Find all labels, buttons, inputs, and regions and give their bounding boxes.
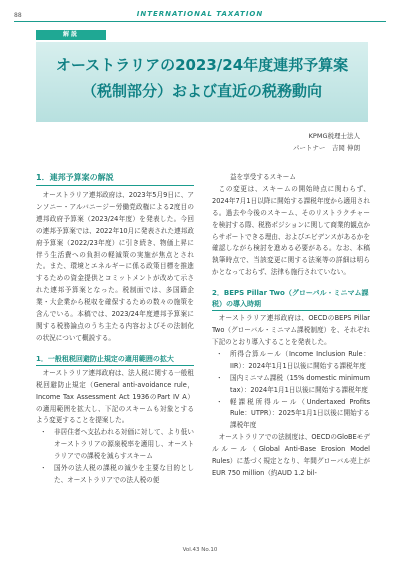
author-organization: KPMG税理士法人 <box>308 132 360 140</box>
bullet-continuation: 益を享受するスキーム <box>230 173 296 181</box>
section-2-intro: オーストラリア連邦政府は、OECDのBEPS Pillar Two（グローバル・ミニマム課税制度）を、それぞれ下記のとおり導入することを発表した。 <box>212 314 370 346</box>
header-rule <box>14 21 386 22</box>
list-item: ・ 所得合算ルール（Income Inclusion Rule：IIR）：2024年1月1日以後に開始する課税年度 <box>212 349 370 373</box>
right-column <box>212 172 370 480</box>
section-1-intro: オーストラリア連邦政府は、2023年5月9日に、アンソニー・アルバニージー労働党政権による2度目の連邦政府予算案（2023/24年度）を発表した。今回の連邦予算案では、2022年10月に発表された連邦政府予算案（2022/23年度）に引き続き、物価上昇に伴う生活費への負担の軽減策の実施が焦点とされた。また、環境とエネルギーに係る政策目標を推進するための資金提供とコミットメントが改めて示された連邦予算案となった。税制面では、多国籍企業・大企業から税収を確保するための数々の施策を含んでいる。本稿では、2023/24年度連邦予算案に関する税務論点のうち主たる内容およびその法制化の状況について概説する。 <box>36 191 194 342</box>
subsection-1-bullets <box>36 427 194 487</box>
issue-footer: Vol.43 No.10 <box>182 547 218 553</box>
list-item: ・ 軽課税所得ルール（Undertaxed Profits Rule：UTPR）：2025年1月1日以後に開始する課税年度 <box>212 397 370 433</box>
section-2-closing: オーストラリアでの法制度は、OECDのGloBEモデルルール（Global Anti-Base Erosion Model Rules）に基づく規定となり、年間グローバル売上がEUR 750 million（約AUD 1.2 bil- <box>212 433 370 477</box>
section-1-continued: この変更は、スキームの開始時点に関わらず、2024年7月1日以降に開始する課税年度から適用される。過去や今後のスキーム、そのリストラクチャーを検討する際、税務ポジションに関して商業的観点からサポートできる理由、およびエビデンスがあるかを確認しながら検討を進める必要がある。なお、本稿執筆時点で、当該変更に関する法案等の詳細は明らかとなっておらず、法律も施行されていない。 <box>212 184 370 277</box>
title-banner <box>36 42 368 122</box>
section-2-bullets <box>212 349 370 432</box>
article-title-line-2: （税制部分）および直近の税務動向 <box>81 82 322 100</box>
subsection-1-heading: 1．一般租税回避防止規定の適用範囲の拡大 <box>36 354 194 366</box>
list-item: ・ 国外の法人税の課税の減少を主要な目的とした、オーストラリアでの法人税の便 <box>36 463 194 487</box>
list-item: ・ 国内ミニマム課税（15% domestic minimum tax）：2024年1月1日以後に開始する課税年度 <box>212 373 370 397</box>
subsection-1-body: オーストラリア連邦政府は、法人税に関する一般租税回避防止規定（General anti-avoidance rule，Income Tax Assessment Act 1936のPart IV A）の適用範囲を拡大し、下記のスキームも対象とするよう変更することを提案した。 <box>36 368 194 425</box>
list-item: ・ 非居住者へ支払われる対価に対して、より低いオーストラリアの源泉税率を適用し、オーストラリアでの課税を減らすスキーム <box>36 427 194 463</box>
left-column <box>36 172 194 487</box>
page-number: 88 <box>14 12 22 19</box>
author-name: パートナー 吉岡 伸朗 <box>292 144 360 152</box>
article-title-line-1: オーストラリアの2023/24年度連邦予算案 <box>55 56 349 74</box>
category-tag: 解説 <box>36 30 106 40</box>
journal-title: INTERNATIONAL TAXATION <box>136 10 264 18</box>
section-2-heading: 2．BEPS Pillar Two（グローバル・ミニマム課税）の導入時期 <box>212 288 370 311</box>
section-1-heading: 1．連邦予算案の解説 <box>36 172 194 186</box>
